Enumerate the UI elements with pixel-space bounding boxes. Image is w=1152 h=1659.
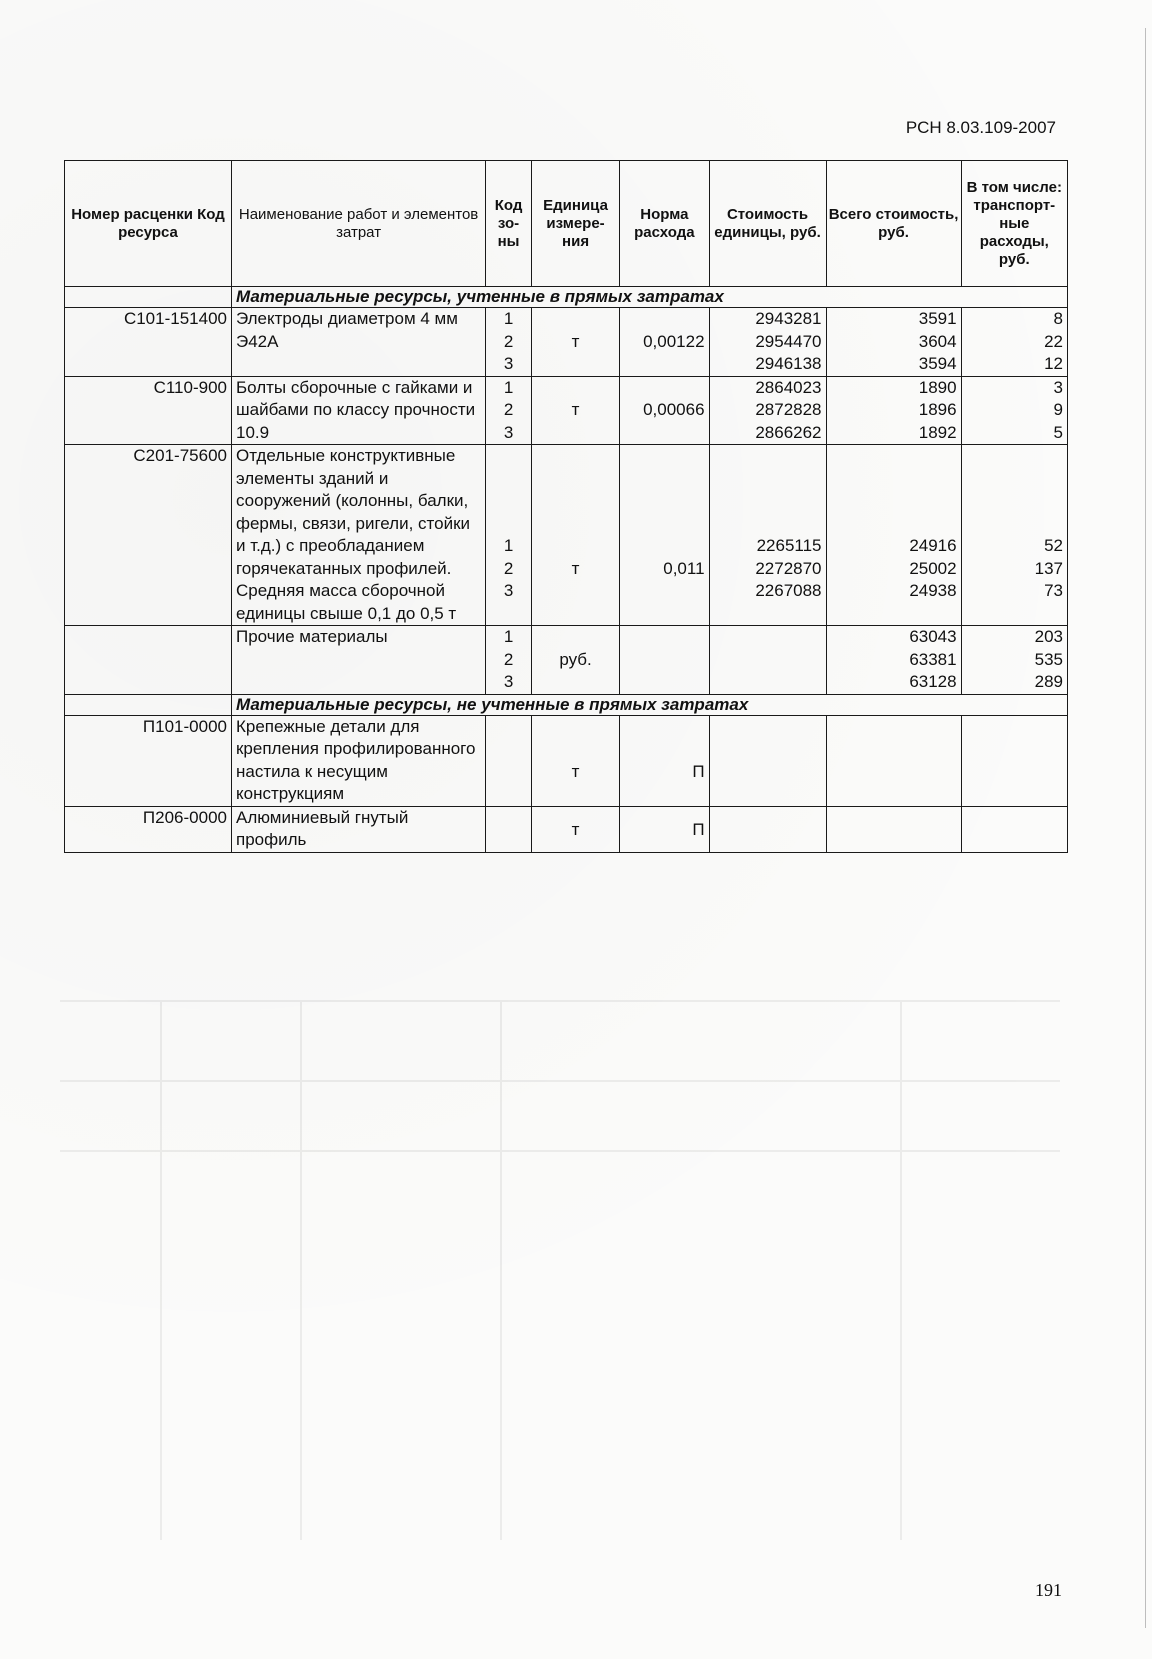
- unit-cell: руб.: [531, 626, 619, 695]
- header-unit: Единица измере-ния: [531, 161, 619, 287]
- table-row: [65, 445, 1068, 626]
- item-name: Крепежные детали для крепления профилированного настила к несущим конструкциям: [231, 715, 485, 806]
- table-row: [65, 806, 1068, 852]
- zone-codes: 1 2 3: [486, 308, 532, 377]
- header-transport: В том числе: транспорт-ные расходы, руб.: [961, 161, 1067, 287]
- norm-cell: [620, 626, 709, 695]
- unit-cost-cell: [709, 626, 826, 695]
- total-cost-cell: 63043 63381 63128: [826, 626, 961, 695]
- zone-codes: [486, 806, 532, 852]
- page-number: 191: [1035, 1580, 1062, 1600]
- rate-code: С101-151400: [65, 308, 232, 377]
- unit-cost-cell: [709, 715, 826, 806]
- section-title: Материальные ресурсы, не учтенные в прямых затратах: [231, 694, 1067, 715]
- norm-cell: 0,011: [620, 445, 709, 626]
- rate-code: С110-900: [65, 376, 232, 445]
- unit-cost-cell: 2864023 2872828 2866262: [709, 376, 826, 445]
- table-row: [65, 626, 1068, 695]
- transport-cell: 3 9 5: [961, 376, 1067, 445]
- item-name: Электроды диаметром 4 мм Э42А: [231, 308, 485, 377]
- unit-cell: т: [531, 806, 619, 852]
- unit-cost-cell: 2265115 2272870 2267088: [709, 445, 826, 626]
- norm-cell: П: [620, 806, 709, 852]
- norm-cell: 0,00122: [620, 308, 709, 377]
- document-code: РСН 8.03.109-2007: [905, 118, 1056, 137]
- header-zone-code: Код зо-ны: [486, 161, 532, 287]
- item-name: Алюминиевый гнутый профиль: [231, 806, 485, 852]
- total-cost-cell: [826, 715, 961, 806]
- norm-cell: П: [620, 715, 709, 806]
- zone-codes: 1 2 3: [486, 376, 532, 445]
- total-cost-cell: 3591 3604 3594: [826, 308, 961, 377]
- unit-cell: т: [531, 715, 619, 806]
- header-total-cost: Всего стоимость, руб.: [826, 161, 961, 287]
- bleed-through-shadow: [60, 1000, 1060, 1560]
- transport-cell: 8 22 12: [961, 308, 1067, 377]
- rate-code: П206-0000: [65, 806, 232, 852]
- unit-cost-cell: [709, 806, 826, 852]
- item-name: Прочие материалы: [231, 626, 485, 695]
- transport-cell: [961, 715, 1067, 806]
- unit-cell: т: [531, 445, 619, 626]
- header-norm: Норма расхода: [620, 161, 709, 287]
- section-row: [65, 694, 1068, 715]
- table-header-row: [65, 161, 1068, 287]
- rate-code: С201-75600: [65, 445, 232, 626]
- page-edge-line: [1145, 28, 1146, 1628]
- total-cost-cell: [826, 806, 961, 852]
- item-name: Болты сборочные с гайками и шайбами по классу прочности 10.9: [231, 376, 485, 445]
- unit-cell: т: [531, 308, 619, 377]
- zone-codes: 1 2 3: [486, 626, 532, 695]
- header-work-name: Наименование работ и элементов затрат: [231, 161, 485, 287]
- section-row: [65, 287, 1068, 308]
- zone-codes: 1 2 3: [486, 445, 532, 626]
- rate-code: [65, 626, 232, 695]
- total-cost-cell: 24916 25002 24938: [826, 445, 961, 626]
- norm-cell: 0,00066: [620, 376, 709, 445]
- table-row: [65, 308, 1068, 377]
- item-name: Отдельные конструктивные элементы зданий и сооружений (колонны, балки, фермы, связи, ригели, стойки и т.д.) с преобладанием горячекатанных профилей. Средняя масса сборочной единицы свыше 0,1 до 0,5 т: [231, 445, 485, 626]
- total-cost-cell: 1890 1896 1892: [826, 376, 961, 445]
- unit-cost-cell: 2943281 2954470 2946138: [709, 308, 826, 377]
- table-row: [65, 715, 1068, 806]
- table-row: [65, 376, 1068, 445]
- zone-codes: [486, 715, 532, 806]
- transport-cell: [961, 806, 1067, 852]
- transport-cell: 52 137 73: [961, 445, 1067, 626]
- rates-table: [64, 160, 1068, 853]
- transport-cell: 203 535 289: [961, 626, 1067, 695]
- unit-cell: т: [531, 376, 619, 445]
- section-title: Материальные ресурсы, учтенные в прямых затратах: [231, 287, 1067, 308]
- rate-code: П101-0000: [65, 715, 232, 806]
- header-unit-cost: Стоимость единицы, руб.: [709, 161, 826, 287]
- header-rate-number: Номер расценки Код ресурса: [65, 161, 232, 287]
